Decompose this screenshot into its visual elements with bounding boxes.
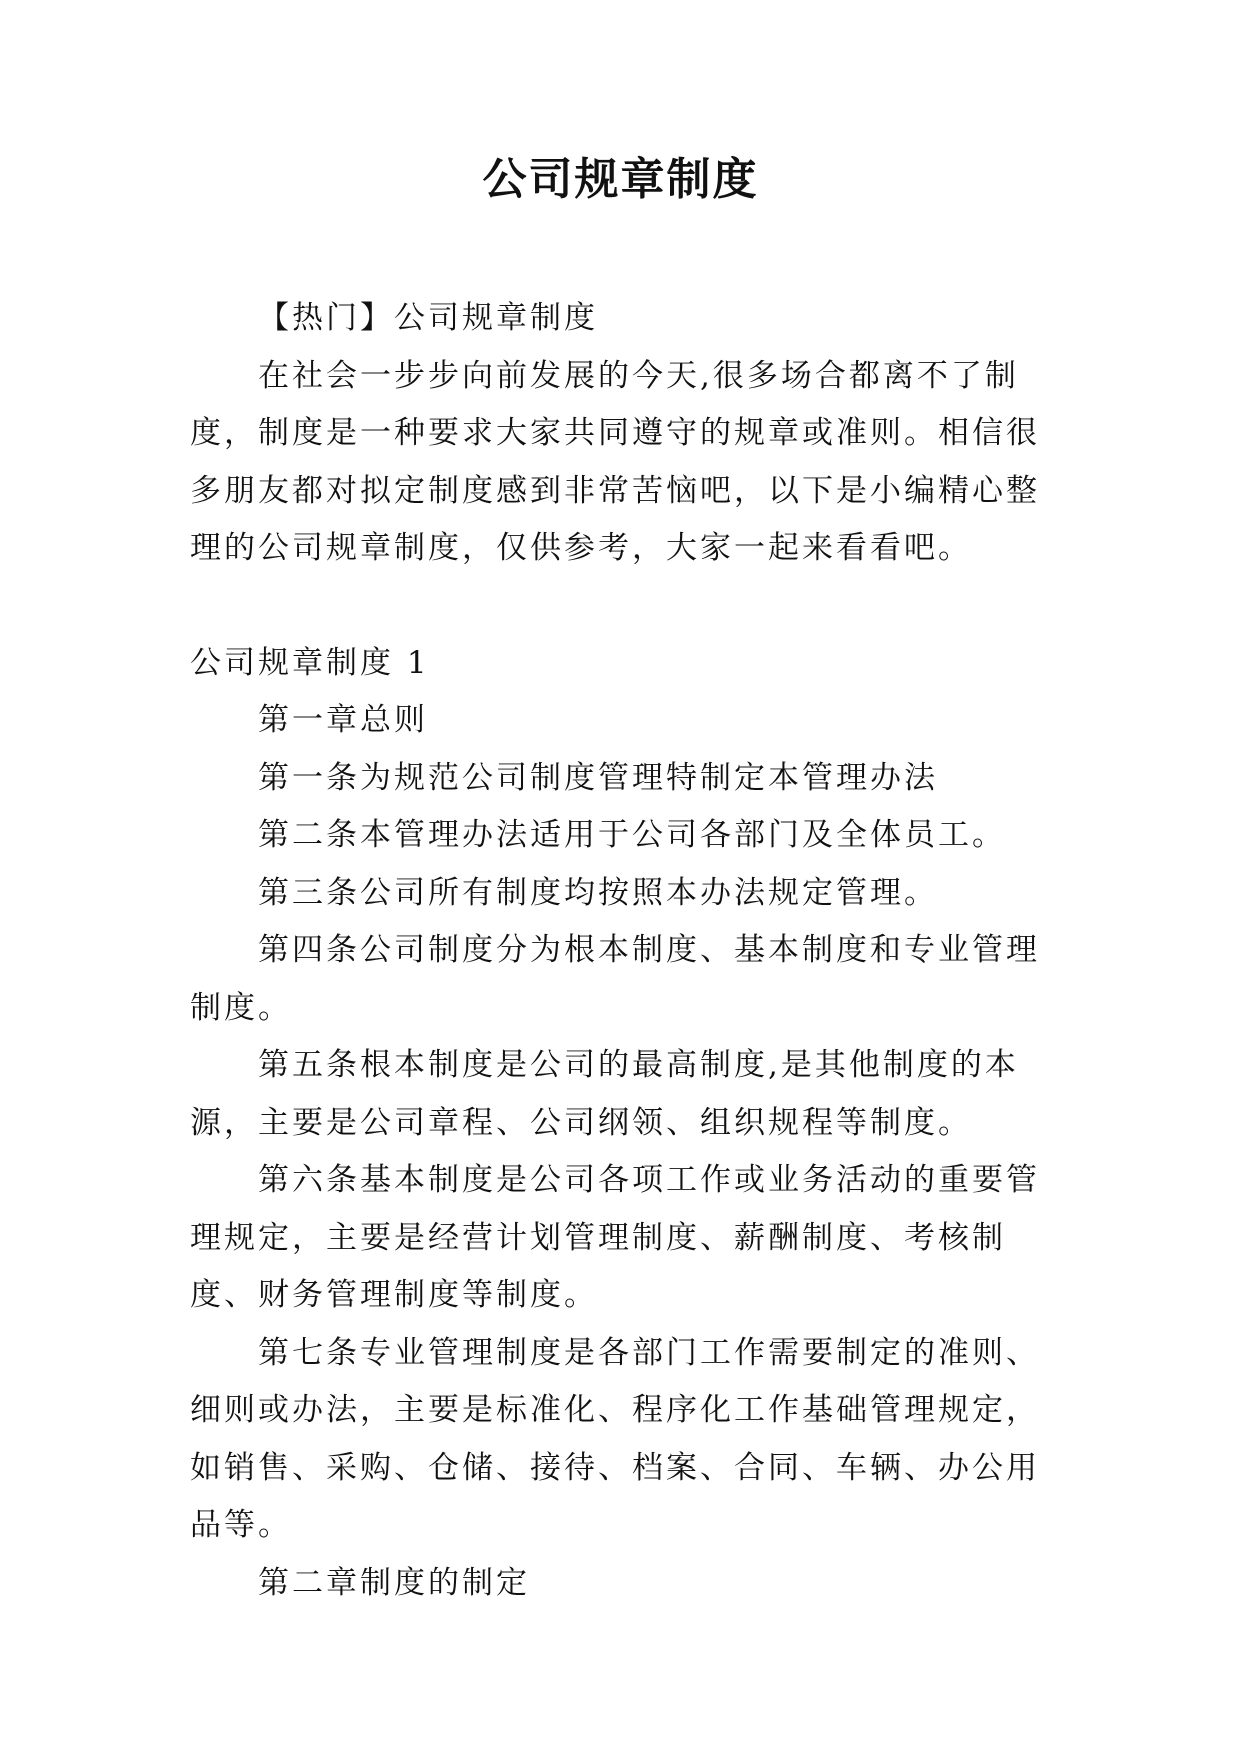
document-body: [190, 290, 1070, 1612]
article-4: 第四条公司制度分为根本制度、基本制度和专业管理制度。: [190, 932, 1040, 1026]
article-1: 第一条为规范公司制度管理特制定本管理办法: [258, 759, 938, 796]
article-5: 第五条根本制度是公司的最高制度,是其他制度的本源，主要是公司章程、公司纲领、组织规程等制度。: [190, 1047, 1019, 1141]
chapter2-title: 第二章制度的制定: [258, 1564, 530, 1601]
section-title: 公司规章制度 1: [190, 644, 430, 681]
chapter1-title: 第一章总则: [258, 702, 428, 738]
article-6: 第六条基本制度是公司各项工作或业务活动的重要管理规定，主要是经营计划管理制度、薪酬制度、考核制度、财务管理制度等制度。: [190, 1162, 1040, 1313]
intro-heading: 【热门】公司规章制度: [258, 300, 598, 336]
article-3: 第三条公司所有制度均按照本办法规定管理。: [258, 874, 938, 911]
document-title: 公司规章制度: [482, 154, 759, 205]
article-7: 第七条专业管理制度是各部门工作需要制定的准则、细则或办法，主要是标准化、程序化工作基础管理规定，如销售、采购、仓储、接待、档案、合同、车辆、办公用品等。: [190, 1334, 1040, 1543]
intro-paragraph: 在社会一步步向前发展的今天,很多场合都离不了制度，制度是一种要求大家共同遵守的规章或准则。相信很多朋友都对拟定制度感到非常苦恼吧，以下是小编精心整理的公司规章制度，仅供参考，大家一起来看看吧。: [190, 357, 1040, 566]
paragraph-gap: [190, 578, 1070, 635]
article-2: 第二条本管理办法适用于公司各部门及全体员工。: [258, 817, 1006, 853]
